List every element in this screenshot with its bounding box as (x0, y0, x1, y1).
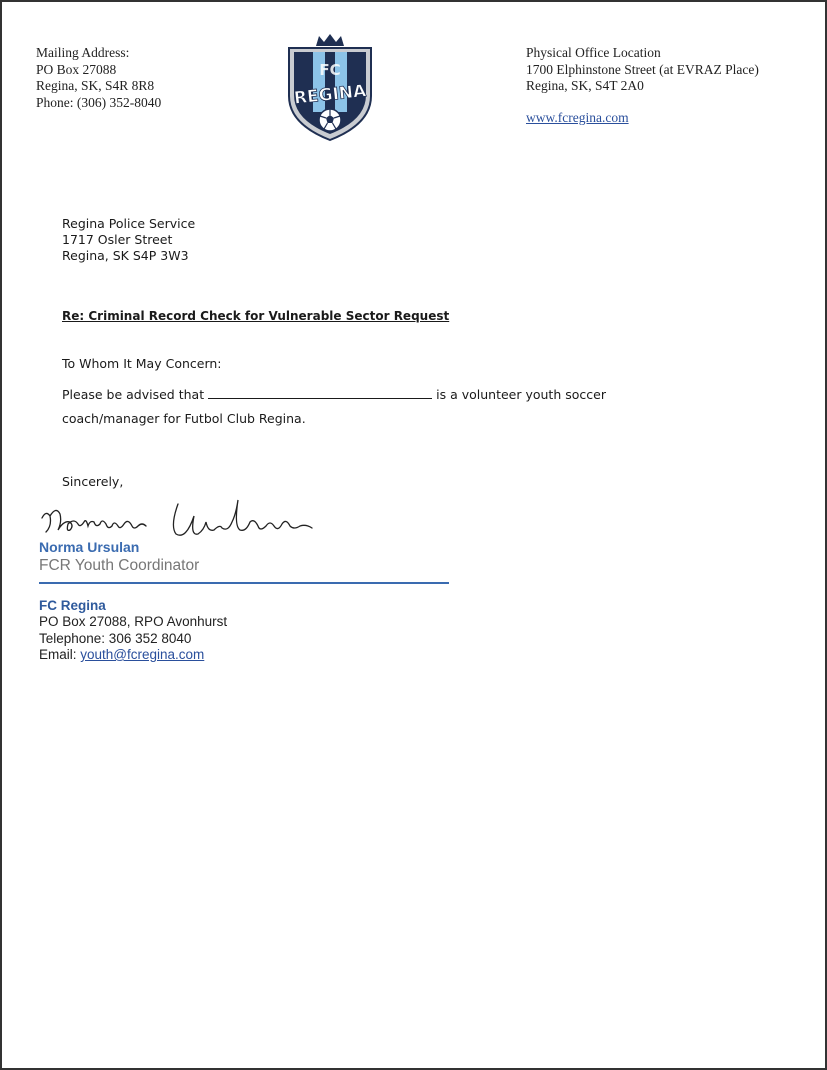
office-heading: Physical Office Location (526, 45, 661, 60)
office-location-block (526, 45, 759, 126)
name-blank-field[interactable] (208, 387, 432, 399)
body-line-2: coach/manager for Futbol Club Regina. (62, 411, 306, 426)
mailing-address-block (36, 45, 161, 111)
office-line-2: Regina, SK, S4T 2A0 (526, 78, 644, 93)
contact-address: PO Box 27088, RPO Avonhurst (39, 614, 228, 629)
body-line-1-end: is a volunteer youth soccer (436, 387, 606, 402)
contact-telephone: Telephone: 306 352 8040 (39, 630, 192, 646)
body-line-1-start: Please be advised that (62, 387, 205, 402)
contact-email-line (39, 647, 227, 664)
mailing-phone: Phone: (306) 352-8040 (36, 94, 162, 110)
signer-name: Norma Ursulan (39, 539, 140, 555)
recipient-address (62, 216, 195, 264)
mailing-line-2: Regina, SK, S4R 8R8 (36, 78, 155, 93)
mailing-heading: Mailing Address: (36, 45, 130, 60)
logo-fc-text: FC (319, 61, 341, 79)
signer-title: FCR Youth Coordinator (39, 557, 200, 574)
closing: Sincerely, (62, 474, 124, 489)
subject-line: Re: Criminal Record Check for Vulnerable Sector Request (62, 309, 450, 323)
email-label: Email: (39, 647, 77, 662)
recipient-city: Regina, SK S4P 3W3 (62, 248, 189, 263)
contact-block (39, 614, 227, 664)
org-name: FC Regina (39, 598, 106, 613)
recipient-street: 1717 Osler Street (62, 232, 173, 247)
handwritten-signature (38, 496, 318, 544)
greeting: To Whom It May Concern: (62, 356, 222, 371)
mailing-line-1: PO Box 27088 (36, 61, 117, 77)
signature-divider (39, 582, 449, 584)
website-link[interactable]: www.fcregina.com (526, 109, 629, 125)
logo-regina-text: REGINA (293, 81, 368, 109)
office-line-1: 1700 Elphinstone Street (at EVRAZ Place) (526, 61, 759, 77)
email-link[interactable]: youth@fcregina.com (80, 647, 205, 662)
body-line-1 (62, 387, 606, 402)
recipient-name: Regina Police Service (62, 216, 196, 231)
fc-regina-logo (283, 32, 377, 142)
